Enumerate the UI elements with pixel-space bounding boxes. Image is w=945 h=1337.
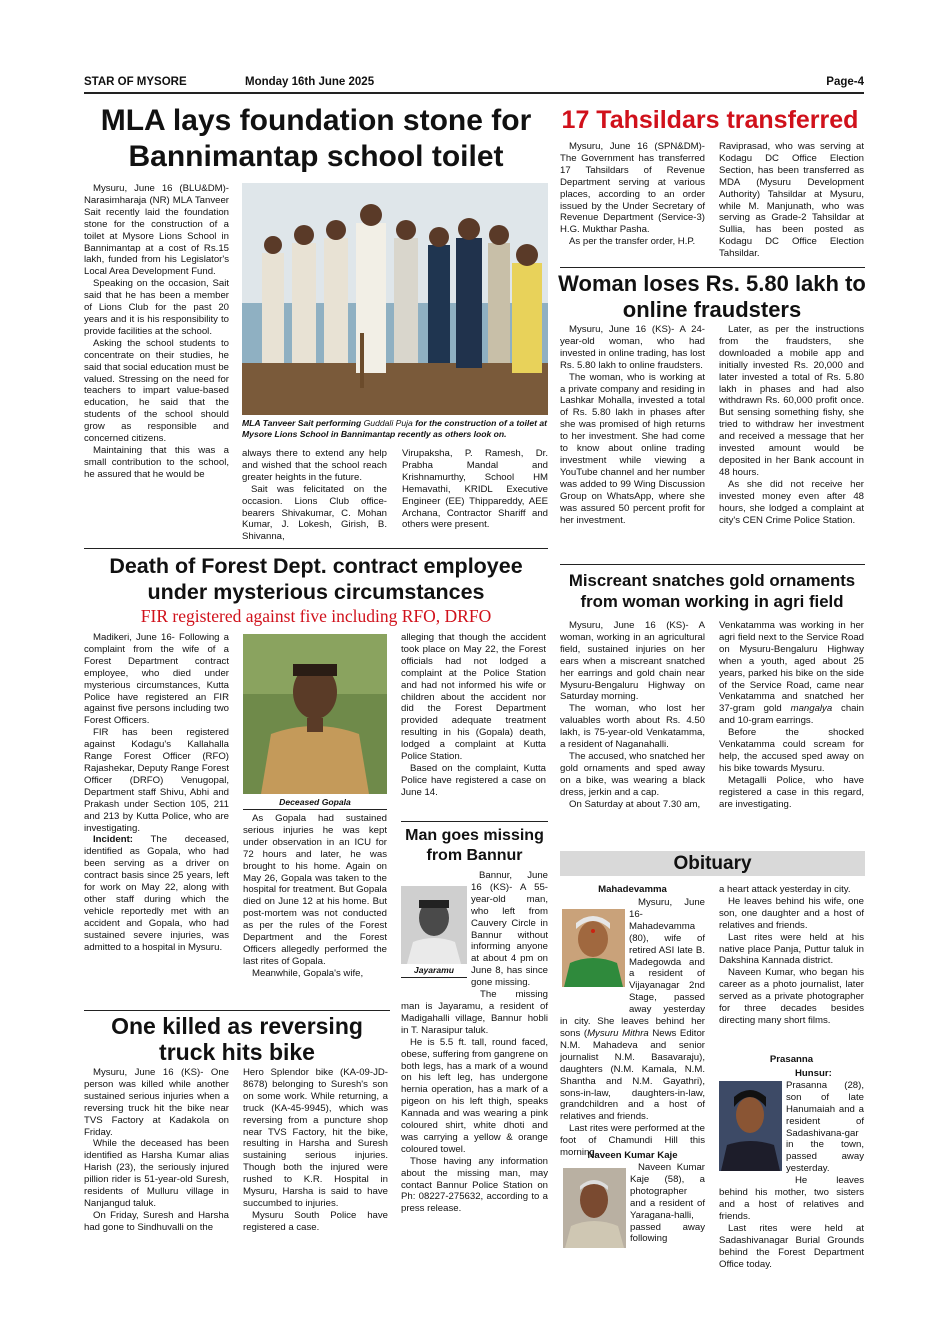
naveen-cont: a heart attack yesterday in city.: [719, 884, 851, 895]
naveen-intro-wrap: [630, 1162, 705, 1245]
story5-col2-italic: mangalya: [790, 703, 833, 715]
divider: [560, 267, 865, 268]
story5-col2-b: chain and 10-gram earrings.: [719, 703, 864, 727]
photo-illustration: [242, 183, 548, 415]
mahadevamma-italic: Mysuru Mithra: [587, 1027, 649, 1039]
story5-para: Before the shocked Venkatamma could scream for help, the accused sped away on his bike towards Mysuru.: [719, 727, 864, 774]
story5-col2: [719, 620, 864, 811]
divider: [84, 548, 548, 549]
mahadevamma-rites: Last rites were performed at the foot of Chamundi Hill this morning.: [560, 1123, 705, 1159]
prasanna-intro: Prasanna (28), son of late Hanumaiah and a resident of Sadashivana-gar in the town, passed away yesterday.: [786, 1079, 864, 1175]
story3-col1: [560, 324, 705, 526]
story7-para: Mysuru, June 16 (KS)- One person was killed while another sustained serious injuries when a reversing truck hit the bike near TVS Factory at Kadakola on Friday.: [84, 1067, 229, 1138]
naveen-portrait: [563, 1168, 626, 1248]
story4-para: alleging that though the accident took place on May 22, the Forest officials had not lodged a complaint at the Police Station and had not informed his wife or children about the accident nor did the Forest Department provided adequate treatment resulting in his (Gopala) death, lodged a complaint at Kutta Police Station.: [401, 632, 546, 763]
gopala-portrait: [243, 634, 387, 794]
story3-para: The woman, who is working at a private company and residing in Lashkar Mohalla, invested a total of Rs. 5.80 lakh in phases after she was promised of high returns to her investment. She had come to know about online trading investment while viewing a YouTube channel and her number was added to 99 Wing Discussion Group on WhatsApp, where she was assured 50 percent profit for her investment.: [560, 371, 705, 526]
story6-intro-wrap: [401, 870, 548, 1215]
story2-para: As per the transfer order, H.P.: [569, 236, 696, 248]
mahadevamma-name: Mahadevamma: [598, 884, 667, 895]
story7-col2: [243, 1067, 388, 1234]
story1-para: Speaking on the occasion, Sait said that he has been a member of Lions Club for the past 20 years and it is his responsibility to provide facilities at the school.: [84, 278, 229, 337]
story1-caption-c: for the construction of a toilet at Mysore Lions School in Bannimantap recently as others look on.: [242, 418, 547, 439]
float-spacer: [719, 1080, 786, 1176]
story5-col2-a: Venkatamma was working in her agri field next to the Service Road on Mysuru-Bengaluru Highway when a youth, aged about 25 years, parked his bike on the side of the Service Road, came near Venkatamma and snatched her 37-gram gold: [719, 620, 864, 715]
mla-group-photo: [242, 183, 548, 415]
obituary-heading-band: [560, 851, 865, 876]
story7-para: Hero Splendor bike (KA-09-JD-8678) belonging to Suresh's son on some work. While returning, a truck (KA-45-9945), which was reversing from a puncture shop near TVS Factory, hit the bike, resulting in Harsha and Suresh sustaining serious injuries. Though both the injured were rushed to K.R. Hospital in Mysuru, Harsha is said to have succumbed to injuries.: [243, 1067, 388, 1209]
story6-headline: Man goes missing from Bannur: [405, 827, 544, 864]
story1-para: Asking the school students to concentrate on their studies, he said that social education must be valued. Stressing on the need for teachers to impart value-based education, he said that the students of the school should grow as responsible and concerned citizens.: [84, 337, 229, 445]
story2-para: Mysuru, June 16 (SPN&DM)- The Government has transferred 17 Tahsildars of Revenue Department serving at various places, according to an order issued by the Under Secretary of Revenue Department (Service-3) H.G. Mukthar Pasha.: [560, 141, 705, 236]
story6-para: Those having any information about the missing man, may contact Bannur Police Station on Ph: 08227-275632, according to a press release.: [401, 1155, 548, 1215]
story6-intro-text: Bannur, June 16 (KS)- A 55-year-old man, who left from Cauvery Circle in Bannur without informing anyone at about 4 pm on June 8, has since gone missing.: [471, 870, 548, 989]
prasanna-para: He leaves behind his mother, two sisters and a host of relatives and friends.: [719, 1175, 864, 1222]
story5-para: On Saturday at about 7.30 am,: [569, 798, 701, 810]
story5-para: [719, 620, 864, 727]
story1-para: Sait was felicitated on the occasion. Lions Club office-bearers Shivakumar, C. Mohan Kumar, J. Lokesh, Girish, B. Shivanna,: [242, 483, 387, 543]
story4-subhead: FIR registered against five including RFO, DRFO: [140, 606, 492, 626]
story6-para: The missing man is Jayaramu, a resident of Madigahalli village, Bannur hobli in T. Narasipur taluk.: [401, 989, 548, 1036]
story4-para: Meanwhile, Gopala's wife,: [252, 967, 364, 979]
story4-headline: Death of Forest Dept. contract employee under mysterious circumstances: [109, 554, 523, 604]
obituary-heading: Obituary: [673, 853, 752, 874]
story5-para: Mysuru, June 16 (KS)- A woman, working in an agricultural field, sustained injuries on her ears when a miscreant snatched her earrings and gold chain near Mysuru-Bengaluru Highway on Saturday morning.: [560, 620, 705, 703]
story1-para: Mysuru, June 16 (BLU&DM)- Narasimharaja (NR) MLA Tanveer Sait recently laid the foundation stone for the construction of a toilet at Mysore Lions School in Bannimantap at a cost of Rs.15 lakh, funded from his Legislator's Local Area Development Fund.: [84, 183, 229, 278]
story7-headline: One killed as reversing truck hits bike: [111, 1013, 363, 1065]
divider: [401, 821, 548, 822]
story4-para: Madikeri, June 16- Following a complaint from the wife of a Forest Department contract employee, who died under mysterious circumstances, Kutta Police have registered an FIR against five persons including two Forest Officers.: [84, 632, 229, 727]
story4-col3: [401, 632, 546, 799]
story4-incident: [84, 834, 229, 953]
prasanna-para: Last rites were held at Sadashivanagar Burial Grounds behind the Forest Department Office today.: [719, 1222, 864, 1270]
obituary-col2: [719, 884, 864, 1027]
story3-headline: Woman loses Rs. 5.80 lakh to online fraudsters: [558, 271, 866, 322]
story6-para: He is 5.5 ft. tall, round faced, obese, suffering from gangrene on both legs, has a mark of a wound on his left leg, has undergone hernia operation, has a mark of a pigeon on his left thigh, speaks Kannada and was wearing a pink coloured shirt, white dhoti and was carrying a yellow & orange coloured towel.: [401, 1036, 548, 1155]
story4-col1: [84, 632, 229, 953]
divider: [560, 564, 865, 565]
story7-col1: [84, 1067, 229, 1234]
story2-headline: 17 Tahsildars transferred: [561, 106, 859, 134]
incident-text: The deceased, identified as Gopala, who had been serving as a driver on contract basis since 25 years, left for work on May 22, along with other staff during which the vehicle reportedly met with an accident and Gopala, who had sustained severe injuries, was admitted to a hospital in Mysuru.: [84, 834, 229, 953]
story1-para: Maintaining that this was a small contribution to the school, he assured that he would be: [84, 444, 229, 480]
naveen-para: Naveen Kumar, who began his career as a photo journalist, later served as a private photographer for three decades besides directing many short films.: [719, 967, 864, 1026]
obituary-col2b: [719, 1068, 864, 1270]
story3-para: Later, as per the instructions from the fraudsters, she downloaded a mobile app and initially invested Rs. 20,000 and later invested a total of Rs. 5.80 lakh in phases and had also withdrawn Rs. 60,000 profit once. But sensing something fishy, she tried to withdraw her investment and received a message that her invested amount would be deposited in her Bank account in 48 hours.: [719, 324, 864, 478]
story3-para: As she did not receive her invested money even after 48 hours, she lodged a complaint at city's CEN Crime Police Station.: [719, 478, 864, 526]
float-spacer: [401, 870, 471, 992]
masthead: [84, 74, 864, 90]
mahadevamma-intro: Mysuru, June 16- Mahadevamma (80), wife of retired ASI late B. Madegowda and a resident of Vijayanagar 2nd Stage, passed away yesterday in city. She leaves behind her sons (: [560, 897, 705, 1039]
paper-name: STAR OF MYSORE: [84, 76, 187, 88]
story7-para: Mysuru South Police have registered a case.: [243, 1209, 388, 1233]
story1-caption-a: MLA Tanveer Sait performing: [242, 418, 364, 428]
divider: [243, 809, 387, 810]
story5-col1: [560, 620, 705, 811]
story5-headline: Miscreant snatches gold ornaments from woman working in agri field: [568, 571, 856, 611]
float-spacer: [560, 909, 629, 1005]
story1-headline: MLA lays foundation stone for Bannimantap school toilet: [100, 104, 532, 173]
jayaramu-caption: Jayaramu: [413, 965, 455, 975]
story2-col2: [719, 141, 864, 260]
incident-label: Incident:: [93, 834, 133, 846]
story1-col3: [402, 448, 548, 531]
story2-col1: [560, 141, 705, 248]
mahadevamma-intro2: News Editor N.M. Mahadeva and senior journalist N.M. Basavaraju), daughters (N.M. Kamala, N.M. Shantha and N.M. Gayathri), sons-in-law, daughters-in-law, grandchildren and a host of relatives and friends.: [560, 1027, 705, 1123]
story1-para: always there to extend any help and wished that the school reach greater heights in the future.: [242, 448, 387, 483]
story2-para: Raviprasad, who was serving at Kodagu DC Office Election Section, has been transferred as MDA (Mysuru Development Authority) Tahsildar at Mysuru, while M. Manjunath, who was serving as Grade-2 Tahsildar at Sullia, has been posted as Kodagu DC Office Election Tahsildar.: [719, 141, 864, 260]
story4-para: Based on the complaint, Kutta Police have registered a case on June 14.: [401, 762, 546, 798]
prasanna-name: Prasanna: [769, 1054, 814, 1065]
story4-para: FIR has been registered against Kodagu's Kallahalla Range Forest Officer (RFO) Rajashekar, Deputy Range Forest Officer (DRFO) Venugopal, Department staff Shivu, Abhi and Prakash under Section 105, 211 and 213 by Kutta Police, who are investigating.: [84, 727, 229, 834]
story5-para: Metagalli Police, who have registered a case in this regard, are investigating.: [719, 774, 864, 810]
gopala-caption: Deceased Gopala: [279, 797, 351, 807]
naveen-photo: [563, 1168, 626, 1248]
story5-para: The accused, who snatched her gold ornaments and sped away on a bike, was wearing a black dress, jerkin and a cap.: [560, 750, 705, 798]
story1-caption-b: Guddali Puja: [363, 418, 413, 428]
naveen-intro: Naveen Kumar Kaje (58), a photographer and a resident of Yaragana-halli, passed away following: [630, 1162, 705, 1245]
prasanna-place: Hunsur:: [795, 1068, 832, 1079]
page-number: Page-4: [826, 76, 864, 88]
story4-col2: [243, 813, 387, 980]
story5-para: The woman, who lost her valuables worth about Rs. 4.50 lakh, is 75-year-old Venkatamma, a resident of Naganahalli.: [560, 703, 705, 751]
naveen-name: Naveen Kumar Kaje: [587, 1150, 678, 1161]
story3-col2: [719, 324, 864, 526]
story4-para: As Gopala had sustained serious injuries he was kept under observation in an ICU for 72 hours and later, he was brought to his home. Again on May 26, Gopala was taken to the hospital for treatment. But Gopala died on June 12 at his home. But post-mortem was not conducted as per the rules of the Forest Department and the Forest Officers allegedly performed the last rites of Gopala.: [243, 813, 387, 967]
story1-col2: [242, 448, 387, 543]
story7-para: On Friday, Suresh and Harsha had gone to Sindhuvalli on the: [84, 1209, 229, 1233]
story7-para: While the deceased has been identified as Harsha Kumar alias Harish (23), the seriously injured pillion rider is 51-year-old Suresh, residents of Mulluru village in Nanjangud taluk.: [84, 1138, 229, 1209]
obituary-col1: [560, 897, 705, 1159]
masthead-rule: [84, 92, 864, 94]
divider: [84, 1010, 390, 1011]
naveen-para: He leaves behind his wife, one son, one daughter and a host of relatives and friends.: [719, 895, 864, 931]
story1-para: Virupaksha, P. Ramesh, Dr. Prabha Mandal and Krishnamurthy, School HM Hemavathi, KRIDL Executive Engineer (EE) Thippareddy, AEE Archana, Contractor Shariff and others were present.: [402, 448, 548, 531]
issue-date: Monday 16th June 2025: [245, 76, 375, 88]
story1-col1: [84, 183, 229, 481]
story3-para: Mysuru, June 16 (KS)- A 24-year-old woman, who had invested in online trading, has lost Rs. 5.80 lakh to online fraudsters.: [560, 324, 705, 371]
gopala-photo: [243, 634, 387, 794]
story1-caption: [242, 418, 548, 440]
naveen-para: Last rites were held at his native place Panja, Puttur taluk in Dakshina Kannada district.: [719, 931, 864, 967]
